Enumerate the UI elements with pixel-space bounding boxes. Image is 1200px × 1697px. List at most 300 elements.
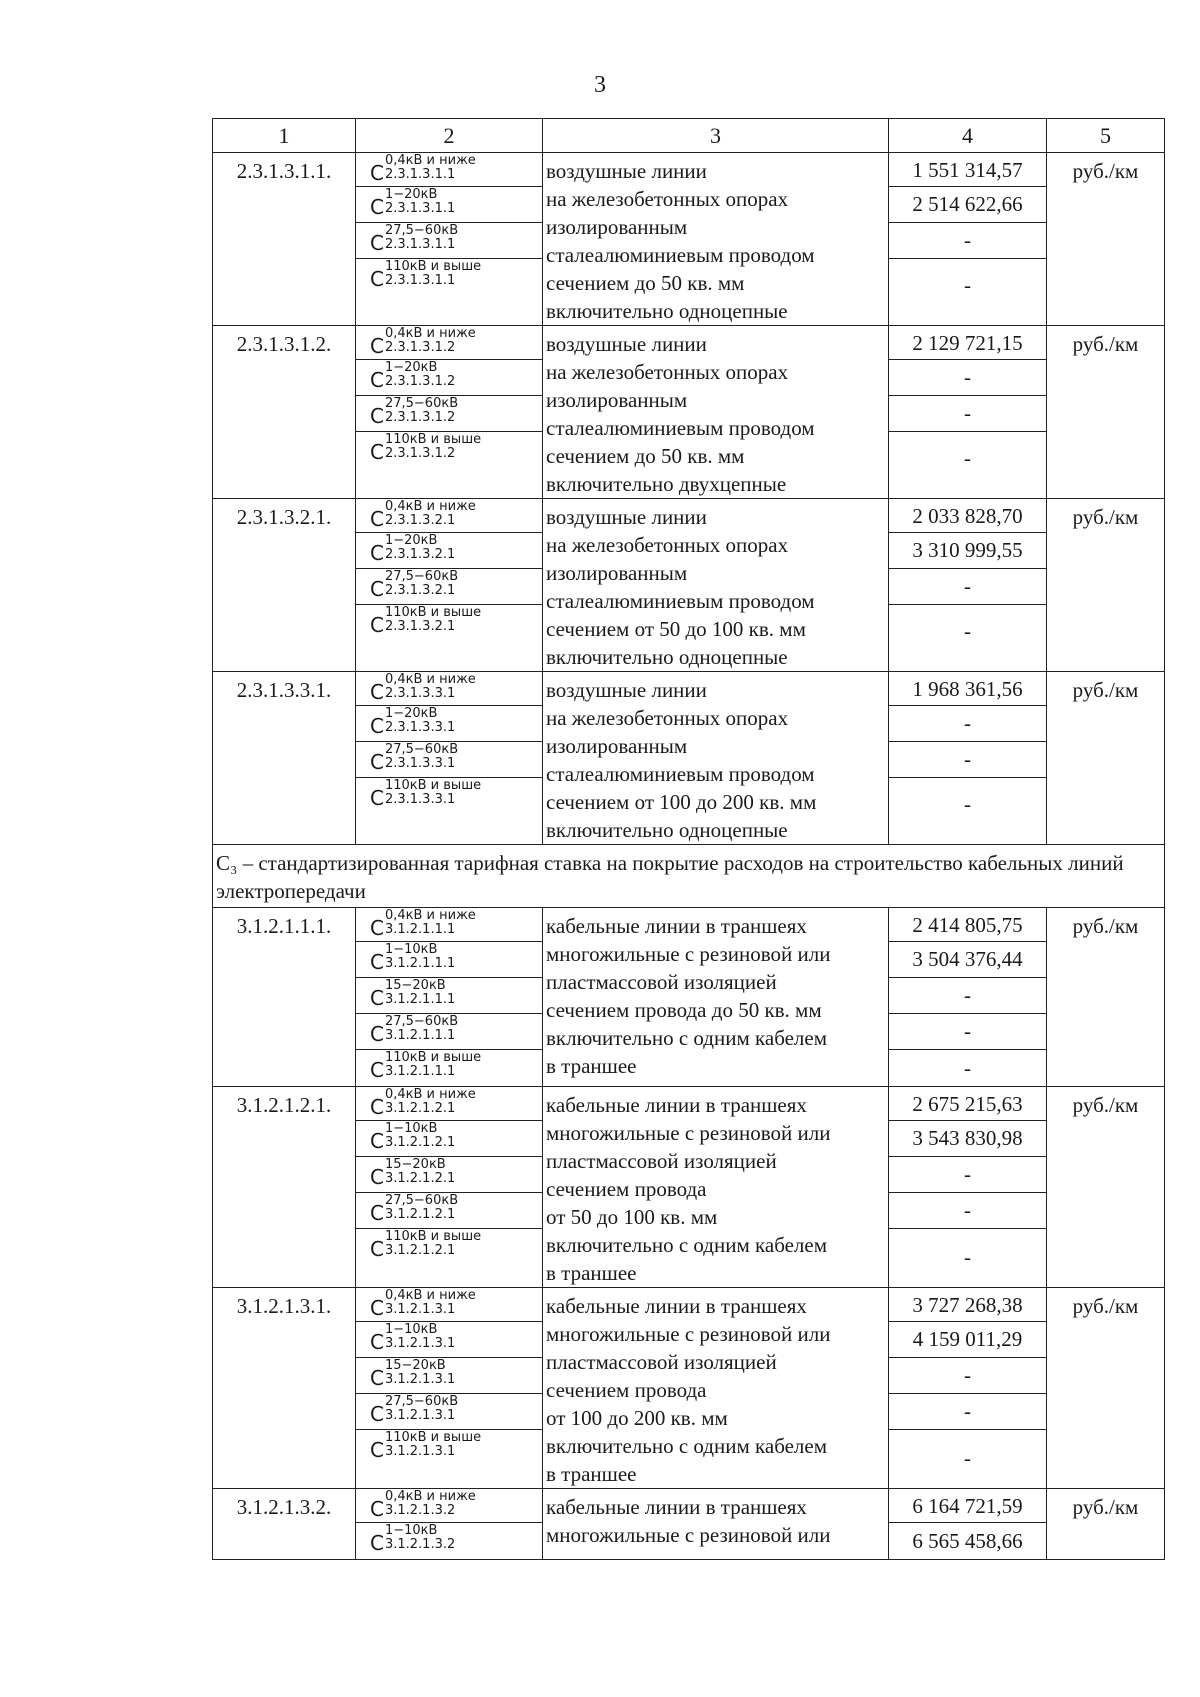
symbol-indices	[385, 1158, 455, 1186]
unit: руб./км	[1047, 499, 1165, 672]
symbol-letter: C	[370, 950, 384, 974]
code-subscript: 2.3.1.3.3.1	[384, 686, 456, 701]
tariff-row	[213, 1288, 1165, 1489]
description-line: включительно с одним кабелем	[546, 1233, 828, 1257]
voltage-superscript: 0,4кВ и ниже	[384, 1288, 476, 1303]
symbol-letter: C	[370, 1438, 384, 1462]
unit: руб./км	[1047, 672, 1165, 845]
item-code: 2.3.1.3.3.1.	[213, 672, 356, 845]
rate-values	[889, 326, 1047, 499]
rate-symbol	[356, 1229, 542, 1286]
rate-symbol	[356, 672, 542, 706]
description-line: пластмассовой изоляцией	[546, 1149, 777, 1173]
rate-value: 2 414 805,75	[889, 908, 1046, 942]
description-line: включительно с одним кабелем	[546, 1434, 828, 1458]
item-description	[543, 153, 889, 326]
rate-symbol	[356, 1121, 542, 1157]
symbol-letter: C	[370, 161, 384, 185]
description-line: изолированным	[546, 215, 688, 239]
symbol-letter: C	[370, 1531, 384, 1555]
code-subscript: 3.1.2.1.3.2	[384, 1503, 456, 1518]
symbol-indices	[385, 327, 476, 355]
code-subscript: 3.1.2.1.2.1	[384, 1171, 456, 1186]
code-subscript: 2.3.1.3.1.2	[384, 446, 456, 461]
tariff-table	[212, 118, 1165, 1560]
symbol-letter: C	[370, 267, 384, 291]
rate-symbol	[356, 569, 542, 605]
symbol-letter: C	[370, 750, 384, 774]
symbol-indices	[385, 909, 476, 937]
rate-value: -	[889, 1358, 1046, 1394]
symbol-letter: C	[370, 1237, 384, 1261]
description-line: кабельные линии в траншеях	[546, 1294, 807, 1318]
symbol-indices	[385, 673, 476, 701]
symbol-indices	[385, 1323, 455, 1351]
symbol-indices	[385, 1051, 481, 1079]
rate-value: 2 514 622,66	[889, 187, 1046, 223]
rate-symbol	[356, 1489, 542, 1523]
rate-value: 3 727 268,38	[889, 1288, 1046, 1322]
rate-symbols	[356, 326, 543, 499]
code-subscript: 3.1.2.1.3.1	[384, 1302, 456, 1317]
column-header: 1	[213, 119, 356, 153]
rate-values	[889, 672, 1047, 845]
symbol-letter: C	[370, 680, 384, 704]
code-subscript: 3.1.2.1.2.1	[384, 1207, 456, 1222]
symbol-letter: C	[370, 613, 384, 637]
description-line: кабельные линии в траншеях	[546, 1495, 807, 1519]
rate-symbol	[356, 153, 542, 187]
code-subscript: 2.3.1.3.1.2	[384, 410, 456, 425]
item-code: 2.3.1.3.2.1.	[213, 499, 356, 672]
rate-symbol	[356, 978, 542, 1014]
description-line: воздушные линии	[546, 678, 707, 702]
symbol-letter: C	[370, 1402, 384, 1426]
rate-value: -	[964, 273, 971, 297]
voltage-superscript: 0,4кВ и ниже	[384, 1489, 476, 1504]
rate-values	[889, 908, 1047, 1087]
rate-symbols	[356, 153, 543, 326]
symbol-letter: C	[370, 1129, 384, 1153]
code-subscript: 2.3.1.3.2.1	[384, 583, 456, 598]
voltage-superscript: 110кВ и выше	[384, 259, 482, 274]
rate-symbol	[356, 259, 542, 312]
rate-value: 3 310 999,55	[889, 533, 1046, 569]
code-subscript: 2.3.1.3.3.1	[384, 792, 456, 807]
item-code: 3.1.2.1.3.2.	[213, 1489, 356, 1560]
code-subscript: 3.1.2.1.2.1	[384, 1243, 456, 1258]
voltage-superscript: 15−20кВ	[384, 1358, 446, 1373]
rate-symbols	[356, 908, 543, 1087]
description-line: включительно одноцепные	[546, 299, 788, 323]
voltage-superscript: 0,4кВ и ниже	[384, 499, 476, 514]
symbol-indices	[385, 500, 476, 528]
symbol-indices	[385, 570, 458, 598]
code-subscript: 3.1.2.1.3.1	[384, 1336, 456, 1351]
rate-value: -	[889, 1157, 1046, 1193]
voltage-superscript: 27,5−60кВ	[384, 396, 459, 411]
description-line: сечением от 50 до 100 кв. мм	[546, 617, 806, 641]
code-subscript: 2.3.1.3.1.2	[384, 374, 456, 389]
voltage-superscript: 1−20кВ	[384, 360, 438, 375]
description-line: на железобетонных опорах	[546, 533, 789, 557]
description-line: сталеалюминиевым проводом	[546, 589, 815, 613]
description-line: воздушные линии	[546, 159, 707, 183]
rate-symbols	[356, 1288, 543, 1489]
voltage-superscript: 110кВ и выше	[384, 432, 482, 447]
item-description	[543, 499, 889, 672]
column-header: 2	[356, 119, 543, 153]
rate-value: 3 543 830,98	[889, 1121, 1046, 1157]
rate-symbol	[356, 942, 542, 978]
symbol-indices	[385, 606, 481, 634]
rate-symbol	[356, 1193, 542, 1229]
rate-symbol	[356, 187, 542, 223]
description-line: на железобетонных опорах	[546, 187, 789, 211]
voltage-superscript: 1−20кВ	[384, 533, 438, 548]
rate-symbol	[356, 706, 542, 742]
unit: руб./км	[1047, 1489, 1165, 1560]
voltage-superscript: 1−10кВ	[384, 1523, 438, 1538]
symbol-letter: C	[370, 195, 384, 219]
rate-value: 2 033 828,70	[889, 499, 1046, 533]
voltage-superscript: 1−20кВ	[384, 706, 438, 721]
rate-symbol	[356, 360, 542, 396]
section-row	[213, 845, 1165, 908]
rate-symbol	[356, 1050, 542, 1086]
rate-symbol	[356, 908, 542, 942]
rate-value: -	[964, 446, 971, 470]
description-line: воздушные линии	[546, 332, 707, 356]
rate-value: -	[964, 792, 971, 816]
symbol-indices	[385, 433, 481, 461]
rate-symbol	[356, 1394, 542, 1430]
column-header: 3	[543, 119, 889, 153]
voltage-superscript: 27,5−60кВ	[384, 1014, 459, 1029]
rate-symbols	[356, 1087, 543, 1288]
rate-symbol	[356, 742, 542, 778]
voltage-superscript: 27,5−60кВ	[384, 742, 459, 757]
voltage-superscript: 1−10кВ	[384, 1322, 438, 1337]
tariff-row	[213, 153, 1165, 326]
symbol-indices	[385, 534, 455, 562]
voltage-superscript: 0,4кВ и ниже	[384, 326, 476, 341]
code-subscript: 3.1.2.1.1.1	[384, 922, 456, 937]
voltage-superscript: 27,5−60кВ	[384, 1394, 459, 1409]
description-line: в траншее	[546, 1462, 637, 1486]
description-line: сечением до 50 кв. мм	[546, 271, 745, 295]
tariff-row	[213, 1087, 1165, 1288]
rate-value: -	[889, 978, 1046, 1014]
voltage-superscript: 110кВ и выше	[384, 1229, 482, 1244]
description-line: сталеалюминиевым проводом	[546, 243, 815, 267]
rate-value: 2 129 721,15	[889, 326, 1046, 360]
tariff-row	[213, 499, 1165, 672]
unit: руб./км	[1047, 908, 1165, 1087]
rate-value: 3 504 376,44	[889, 942, 1046, 978]
voltage-superscript: 0,4кВ и ниже	[384, 153, 476, 168]
symbol-letter: C	[370, 1165, 384, 1189]
symbol-indices	[385, 1359, 455, 1387]
voltage-superscript: 110кВ и выше	[384, 778, 482, 793]
symbol-indices	[385, 943, 455, 971]
symbol-indices	[385, 361, 455, 389]
symbol-indices	[385, 1490, 476, 1518]
rate-value: 6 565 458,66	[912, 1528, 1023, 1553]
symbol-indices	[385, 1194, 458, 1222]
description-line: кабельные линии в траншеях	[546, 914, 807, 938]
symbol-letter: C	[370, 1201, 384, 1225]
code-subscript: 2.3.1.3.2.1	[384, 547, 456, 562]
rate-symbol	[356, 1087, 542, 1121]
symbol-letter: C	[370, 404, 384, 428]
description-line: многожильные с резиновой или	[546, 1322, 831, 1346]
voltage-superscript: 0,4кВ и ниже	[384, 672, 476, 687]
symbol-letter: C	[370, 1022, 384, 1046]
description-line: пластмассовой изоляцией	[546, 1350, 777, 1374]
tariff-row	[213, 672, 1165, 845]
voltage-superscript: 110кВ и выше	[384, 1050, 482, 1065]
description-line: сечением от 100 до 200 кв. мм	[546, 790, 817, 814]
description-line: в траншее	[546, 1054, 637, 1078]
code-subscript: 3.1.2.1.3.2	[384, 1537, 456, 1552]
item-code: 3.1.2.1.2.1.	[213, 1087, 356, 1288]
description-line: сечением до 50 кв. мм	[546, 444, 745, 468]
description-line: от 50 до 100 кв. мм	[546, 1205, 718, 1229]
rate-symbol	[356, 533, 542, 569]
symbol-letter: C	[370, 368, 384, 392]
symbol-indices	[385, 224, 458, 252]
code-subscript: 3.1.2.1.3.1	[384, 1408, 456, 1423]
rate-symbol	[356, 1322, 542, 1358]
symbol-indices	[385, 1524, 455, 1552]
symbol-letter: C	[370, 1296, 384, 1320]
rate-symbol	[356, 223, 542, 259]
unit: руб./км	[1047, 153, 1165, 326]
rate-symbol	[356, 499, 542, 533]
rate-value: 2 675 215,63	[889, 1087, 1046, 1121]
description-line: включительно одноцепные	[546, 818, 788, 842]
code-subscript: 3.1.2.1.3.1	[384, 1372, 456, 1387]
symbol-indices	[385, 1230, 481, 1258]
rate-values	[889, 499, 1047, 672]
item-description	[543, 908, 889, 1087]
voltage-superscript: 27,5−60кВ	[384, 569, 459, 584]
description-line: сечением провода	[546, 1177, 707, 1201]
description-line: сталеалюминиевым проводом	[546, 416, 815, 440]
code-subscript: 2.3.1.3.1.2	[384, 340, 456, 355]
symbol-letter: C	[370, 1330, 384, 1354]
rate-symbol	[356, 396, 542, 432]
unit: руб./км	[1047, 326, 1165, 499]
tariff-row	[213, 1489, 1165, 1560]
rate-value: 4 159 011,29	[889, 1322, 1046, 1358]
symbol-indices	[385, 1088, 476, 1116]
description-line: изолированным	[546, 561, 688, 585]
voltage-superscript: 110кВ и выше	[384, 605, 482, 620]
unit: руб./км	[1047, 1288, 1165, 1489]
description-line: на железобетонных опорах	[546, 360, 789, 384]
code-subscript: 2.3.1.3.1.1	[384, 167, 456, 182]
symbol-letter: C	[370, 541, 384, 565]
rate-value: -	[889, 706, 1046, 742]
voltage-superscript: 27,5−60кВ	[384, 1193, 459, 1208]
description-line: сечением провода до 50 кв. мм	[546, 998, 822, 1022]
item-description	[543, 672, 889, 845]
rate-value: -	[964, 619, 971, 643]
symbol-letter: C	[370, 334, 384, 358]
description-line: многожильные с резиновой или	[546, 1523, 831, 1547]
tariff-row	[213, 326, 1165, 499]
symbol-letter: C	[370, 714, 384, 738]
rate-values	[889, 1288, 1047, 1489]
rate-value: -	[889, 569, 1046, 605]
symbol-indices	[385, 188, 455, 216]
code-subscript: 3.1.2.1.1.1	[384, 992, 456, 1007]
rate-value: 1 968 361,56	[889, 672, 1046, 706]
voltage-superscript: 110кВ и выше	[384, 1430, 482, 1445]
code-subscript: 3.1.2.1.1.1	[384, 956, 456, 971]
voltage-superscript: 27,5−60кВ	[384, 223, 459, 238]
rate-symbol	[356, 432, 542, 485]
symbol-indices	[385, 154, 476, 182]
voltage-superscript: 1−20кВ	[384, 187, 438, 202]
rate-symbol	[356, 778, 542, 831]
item-code: 2.3.1.3.1.2.	[213, 326, 356, 499]
rate-symbol	[356, 605, 542, 658]
header-row	[213, 119, 1165, 153]
voltage-superscript: 0,4кВ и ниже	[384, 1087, 476, 1102]
rate-symbol	[356, 326, 542, 360]
symbol-indices	[385, 1395, 458, 1423]
item-code: 3.1.2.1.3.1.	[213, 1288, 356, 1489]
rate-value: -	[889, 1193, 1046, 1229]
voltage-superscript: 1−10кВ	[384, 942, 438, 957]
symbol-letter: C	[370, 986, 384, 1010]
symbol-indices	[385, 397, 458, 425]
symbol-letter: C	[370, 440, 384, 464]
section-title: C₃ – стандартизированная тарифная ставка на покрытие расходов на строительство кабельных линий электропередачи	[213, 845, 1165, 908]
rate-symbol	[356, 1014, 542, 1050]
unit: руб./км	[1047, 1087, 1165, 1288]
voltage-superscript: 1−10кВ	[384, 1121, 438, 1136]
symbol-indices	[385, 1289, 476, 1317]
description-line: многожильные с резиновой или	[546, 1121, 831, 1145]
symbol-indices	[385, 707, 455, 735]
code-subscript: 2.3.1.3.1.1	[384, 201, 456, 216]
description-line: в траншее	[546, 1261, 637, 1285]
code-subscript: 2.3.1.3.3.1	[384, 720, 456, 735]
symbol-indices	[385, 779, 481, 807]
symbol-indices	[385, 1431, 481, 1459]
code-subscript: 3.1.2.1.2.1	[384, 1101, 456, 1116]
item-description	[543, 1288, 889, 1489]
description-line: включительно с одним кабелем	[546, 1026, 828, 1050]
description-line: многожильные с резиновой или	[546, 942, 831, 966]
tariff-row	[213, 908, 1165, 1087]
symbol-letter: C	[370, 507, 384, 531]
code-subscript: 2.3.1.3.2.1	[384, 513, 456, 528]
column-header: 4	[889, 119, 1047, 153]
code-subscript: 3.1.2.1.2.1	[384, 1135, 456, 1150]
item-description	[543, 1489, 889, 1560]
symbol-letter: C	[370, 1058, 384, 1082]
rate-symbols	[356, 499, 543, 672]
description-line: включительно двухцепные	[546, 472, 787, 496]
code-subscript: 3.1.2.1.1.1	[384, 1064, 456, 1079]
description-line: от 100 до 200 кв. мм	[546, 1406, 728, 1430]
rate-symbol	[356, 1288, 542, 1322]
symbol-indices	[385, 979, 455, 1007]
code-subscript: 2.3.1.3.1.1	[384, 237, 456, 252]
rate-value: -	[889, 1014, 1046, 1050]
symbol-indices	[385, 743, 458, 771]
item-code: 2.3.1.3.1.1.	[213, 153, 356, 326]
symbol-letter: C	[370, 577, 384, 601]
description-line: сталеалюминиевым проводом	[546, 762, 815, 786]
code-subscript: 3.1.2.1.1.1	[384, 1028, 456, 1043]
description-line: изолированным	[546, 734, 688, 758]
code-subscript: 3.1.2.1.3.1	[384, 1444, 456, 1459]
rate-value: 1 551 314,57	[889, 153, 1046, 187]
symbol-indices	[385, 1015, 458, 1043]
rate-symbol	[356, 1358, 542, 1394]
rate-value: -	[889, 360, 1046, 396]
rate-value: -	[889, 223, 1046, 259]
symbol-letter: C	[370, 916, 384, 940]
rate-value: -	[889, 396, 1046, 432]
item-code: 3.1.2.1.1.1.	[213, 908, 356, 1087]
rate-value: -	[964, 1446, 971, 1470]
voltage-superscript: 15−20кВ	[384, 978, 446, 993]
rate-value: -	[889, 1394, 1046, 1430]
description-line: сечением провода	[546, 1378, 707, 1402]
item-description	[543, 326, 889, 499]
symbol-indices	[385, 260, 481, 288]
symbol-letter: C	[370, 1497, 384, 1521]
symbol-indices	[385, 1122, 455, 1150]
rate-value: -	[964, 1055, 971, 1080]
voltage-superscript: 0,4кВ и ниже	[384, 908, 476, 923]
voltage-superscript: 15−20кВ	[384, 1157, 446, 1172]
description-line: кабельные линии в траншеях	[546, 1093, 807, 1117]
symbol-letter: C	[370, 1366, 384, 1390]
description-line: включительно одноцепные	[546, 645, 788, 669]
item-description	[543, 1087, 889, 1288]
column-header: 5	[1047, 119, 1165, 153]
rate-symbols	[356, 672, 543, 845]
description-line: пластмассовой изоляцией	[546, 970, 777, 994]
code-subscript: 2.3.1.3.2.1	[384, 619, 456, 634]
description-line: воздушные линии	[546, 505, 707, 529]
symbol-letter: C	[370, 231, 384, 255]
code-subscript: 2.3.1.3.1.1	[384, 273, 456, 288]
symbol-letter: C	[370, 786, 384, 810]
rate-value: 6 164 721,59	[889, 1489, 1046, 1523]
rate-value: -	[889, 742, 1046, 778]
rate-values	[889, 153, 1047, 326]
symbol-letter: C	[370, 1095, 384, 1119]
rate-symbol	[356, 1430, 542, 1487]
rate-symbol	[356, 1523, 542, 1559]
page-number: 3	[594, 72, 606, 98]
rate-symbol	[356, 1157, 542, 1193]
code-subscript: 2.3.1.3.3.1	[384, 756, 456, 771]
rate-values	[889, 1087, 1047, 1288]
description-line: изолированным	[546, 388, 688, 412]
rate-values	[889, 1489, 1047, 1560]
rate-value: -	[964, 1245, 971, 1269]
